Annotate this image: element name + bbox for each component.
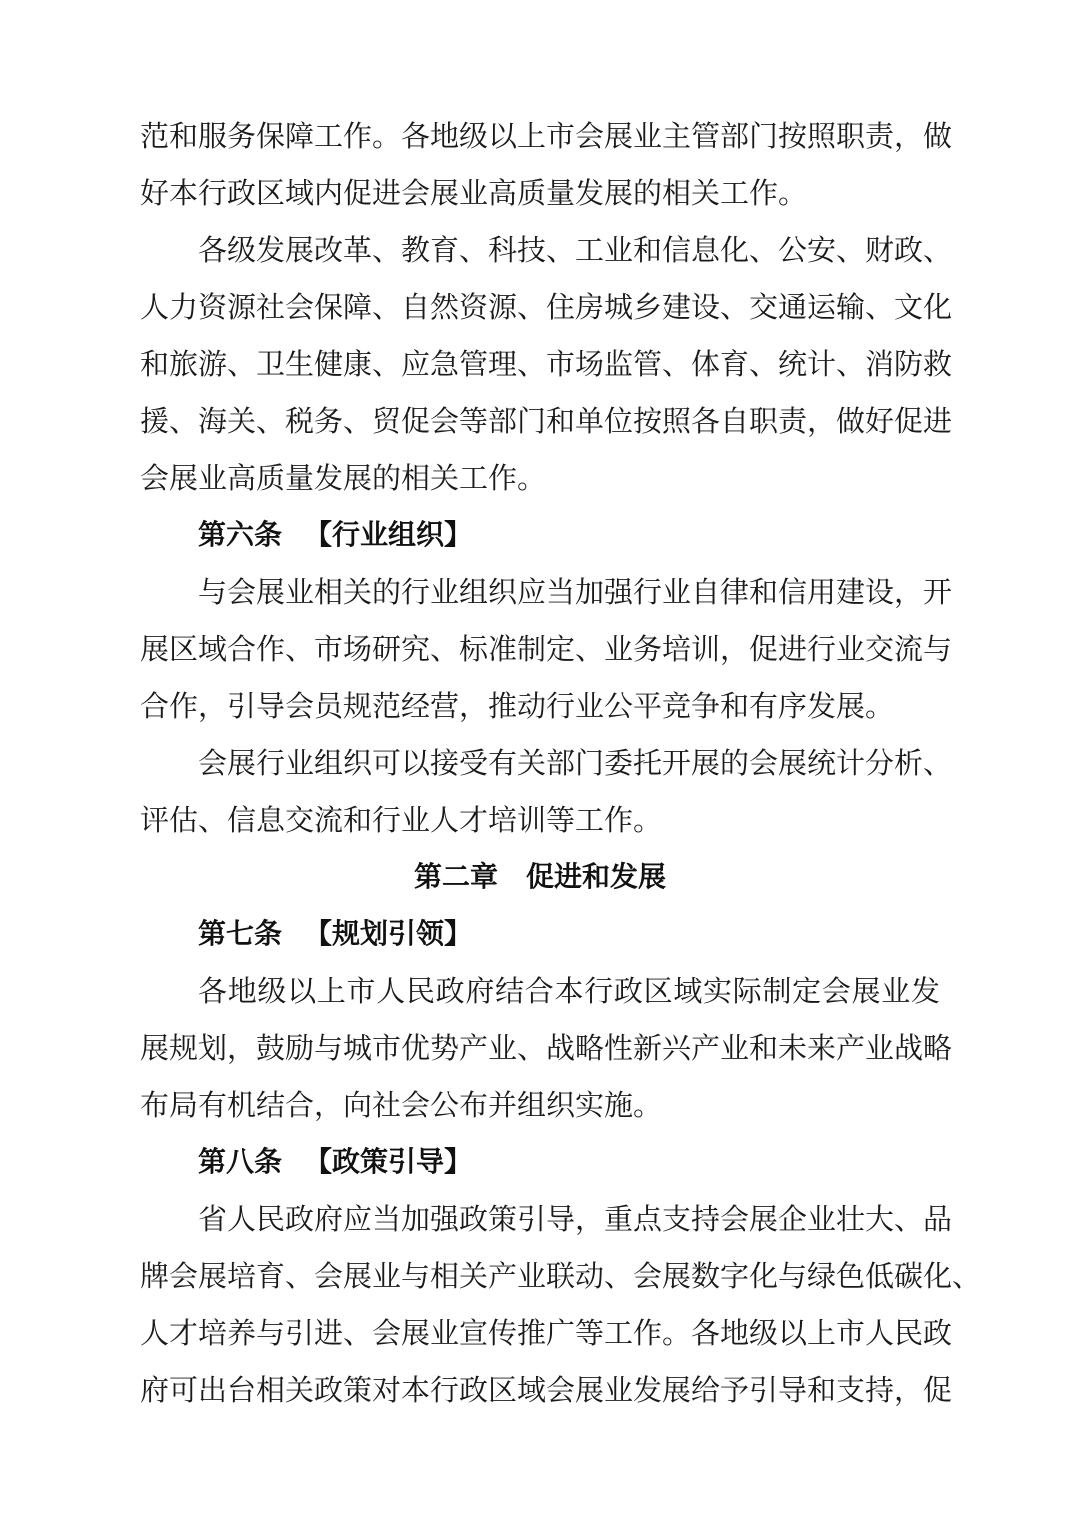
text-line: 和旅游、卫生健康、应急管理、市场监管、体育、统计、消防救 [140,347,953,381]
text-line: 评估、信息交流和行业人才培训等工作。 [140,803,663,837]
chapter-heading [140,857,940,897]
text-line: 展区域合作、市场研究、标准制定、业务培训，促进行业交流与 [140,632,953,666]
text-line: 好本行政区域内促进会展业高质量发展的相关工作。 [140,176,808,210]
text-line: 人力资源社会保障、自然资源、住房城乡建设、交通运输、文化 [140,290,953,324]
text-line: 各地级以上市人民政府结合本行政区域实际制定会展业发 [198,974,940,1008]
text-line: 省人民政府应当加强政策引导，重点支持会展企业壮大、品 [198,1202,953,1236]
article-title: 【行业组织】 [304,518,473,551]
article-number: 第六条 [198,518,283,551]
article-title: 【规划引领】 [304,917,473,950]
text-line: 范和服务保障工作。各地级以上市会展业主管部门按照职责，做 [140,119,953,153]
article-number: 第七条 [198,917,283,950]
text-line: 府可出台相关政策对本行政区域会展业发展给予引导和支持，促 [140,1373,953,1407]
text-line: 人才培养与引进、会展业宣传推广等工作。各地级以上市人民政 [140,1316,953,1350]
text-line: 与会展业相关的行业组织应当加强行业自律和信用建设，开 [198,575,953,609]
text-line: 各级发展改革、教育、科技、工业和信息化、公安、财政、 [198,233,953,267]
article-8-heading [198,1142,472,1182]
text-line: 会展行业组织可以接受有关部门委托开展的会展统计分析、 [198,746,953,780]
text-line: 会展业高质量发展的相关工作。 [140,461,547,495]
article-number: 第八条 [198,1145,283,1178]
text-line: 合作，引导会员规范经营，推动行业公平竞争和有序发展。 [140,689,895,723]
text-line: 牌会展培育、会展业与相关产业联动、会展数字化与绿色低碳化、 [140,1259,982,1293]
text-line: 布局有机结合，向社会公布并组织实施。 [140,1088,663,1122]
text-line: 展规划，鼓励与城市优势产业、战略性新兴产业和未来产业战略 [140,1031,953,1065]
article-6-heading [198,515,472,555]
article-title: 【政策引导】 [304,1145,473,1178]
text-line: 援、海关、税务、贸促会等部门和单位按照各自职责，做好促进 [140,404,953,438]
chapter-number: 第二章 [413,860,498,893]
chapter-title: 促进和发展 [526,860,667,893]
article-7-heading [198,914,472,954]
